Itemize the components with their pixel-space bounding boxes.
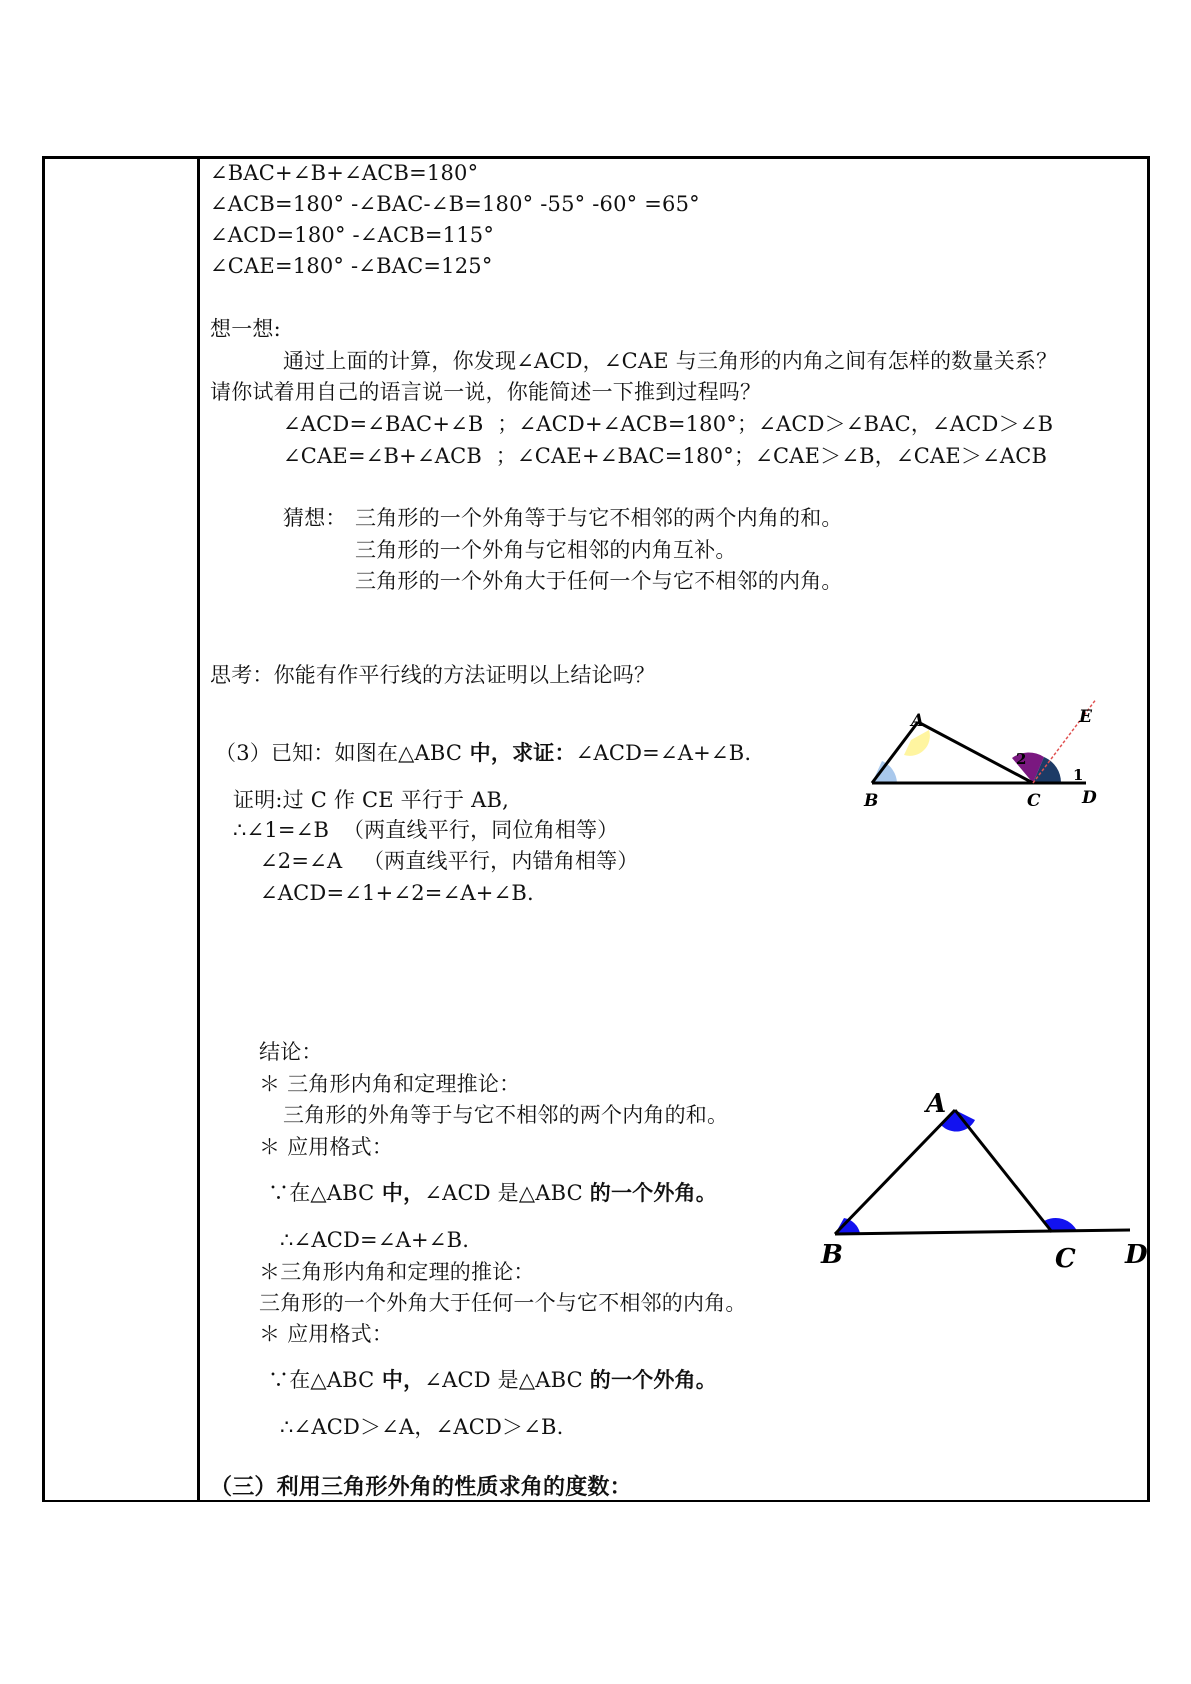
conclusion-heading: 结论：	[259, 1040, 323, 1064]
line-bd	[835, 1230, 1130, 1234]
label-b: B	[864, 791, 879, 811]
guess-line-2: 三角形的一个外角与它相邻的内角互补。	[355, 538, 737, 562]
given-claim: ∠ACD=∠A+∠B.	[575, 741, 752, 765]
proof-line-1: 证明:过 C 作 CE 平行于 AB,	[233, 788, 509, 812]
corollary2-title: ＊三角形内角和定理的推论：	[259, 1260, 535, 1284]
guess-line-3: 三角形的一个外角大于任何一个与它不相邻的内角。	[355, 569, 843, 593]
format2-because	[268, 1367, 717, 1393]
proof-line-4: ∠ACD=∠1+∠2=∠A+∠B.	[260, 881, 534, 905]
line-ac	[955, 1110, 1052, 1232]
triangle-figure-2	[815, 1070, 1160, 1280]
calc-line-1: ∠BAC+∠B+∠ACB=180°	[210, 161, 479, 185]
given-prefix: （3）已知：如图在△ABC	[215, 741, 463, 765]
format1-because-d: 的一个外角。	[589, 1180, 717, 1205]
label-a: A	[926, 1089, 947, 1119]
problem3-given	[215, 740, 751, 766]
format2-because-a: ∵在△ABC	[268, 1368, 375, 1392]
format1-title: ＊ 应用格式：	[259, 1135, 394, 1159]
think-heading: 想一想:	[210, 317, 281, 341]
proof-line-3: ∠2=∠A （两直线平行，内错角相等）	[260, 849, 639, 873]
format2-because-c: ∠ACD 是△ABC	[424, 1368, 590, 1392]
column-divider	[197, 156, 200, 1502]
given-zhong: 中，求证：	[462, 740, 576, 765]
label-b: B	[821, 1240, 843, 1270]
format2-because-d: 的一个外角。	[589, 1367, 717, 1392]
label-d: D	[1125, 1240, 1148, 1270]
format1-therefore: ∴∠ACD=∠A+∠B.	[280, 1228, 470, 1252]
corollary1-title: ＊ 三角形内角和定理推论：	[259, 1072, 521, 1096]
label-a: A	[911, 711, 925, 731]
format1-because	[268, 1180, 717, 1206]
proof-line-2: ∴∠1=∠B （两直线平行，同位角相等）	[233, 818, 619, 842]
think-question-line-1: 通过上面的计算，你发现∠ACD，∠CAE 与三角形的内角之间有怎样的数量关系？	[283, 349, 1058, 373]
label-angle-1: 1	[1073, 766, 1084, 784]
label-d: D	[1082, 788, 1097, 808]
guess-label: 猜想：	[283, 506, 347, 530]
calc-line-2: ∠ACB=180° -∠BAC-∠B=180° -55° -60° =65°	[210, 192, 700, 216]
corollary1-text: 三角形的外角等于与它不相邻的两个内角的和。	[283, 1103, 729, 1127]
ponder-text: 思考：你能有作平行线的方法证明以上结论吗？	[210, 663, 656, 687]
guess-line-1: 三角形的一个外角等于与它不相邻的两个内角的和。	[355, 506, 843, 530]
think-question-line-2: 请你试着用自己的语言说一说，你能简述一下推到过程吗？	[210, 380, 762, 404]
label-e: E	[1079, 707, 1092, 727]
format2-therefore: ∴∠ACD＞∠A，∠ACD＞∠B.	[280, 1415, 564, 1439]
label-c: C	[1055, 1244, 1076, 1274]
format2-because-b: 中，	[374, 1367, 425, 1392]
section3-heading: （三）利用三角形外角的性质求角的度数：	[210, 1474, 632, 1500]
triangle-figure-1	[860, 700, 1110, 860]
format1-because-c: ∠ACD 是△ABC	[424, 1181, 590, 1205]
calc-line-3: ∠ACD=180° -∠ACB=115°	[210, 223, 495, 247]
label-c: C	[1027, 791, 1041, 811]
calc-line-4: ∠CAE=180° -∠BAC=125°	[210, 254, 493, 278]
relation-line-2: ∠CAE=∠B+∠ACB ；∠CAE+∠BAC=180°；∠CAE＞∠B，∠CAE＞∠ACB	[283, 444, 1048, 468]
format2-title: ＊ 应用格式：	[259, 1322, 394, 1346]
format1-because-b: 中，	[374, 1180, 425, 1205]
relation-line-1: ∠ACD=∠BAC+∠B ；∠ACD+∠ACB=180°；∠ACD＞∠BAC，∠ACD＞∠B	[283, 412, 1054, 436]
label-angle-2: 2	[1016, 750, 1027, 768]
corollary2-text: 三角形的一个外角大于任何一个与它不相邻的内角。	[259, 1291, 747, 1315]
line-ab	[835, 1110, 955, 1234]
format1-because-a: ∵在△ABC	[268, 1181, 375, 1205]
